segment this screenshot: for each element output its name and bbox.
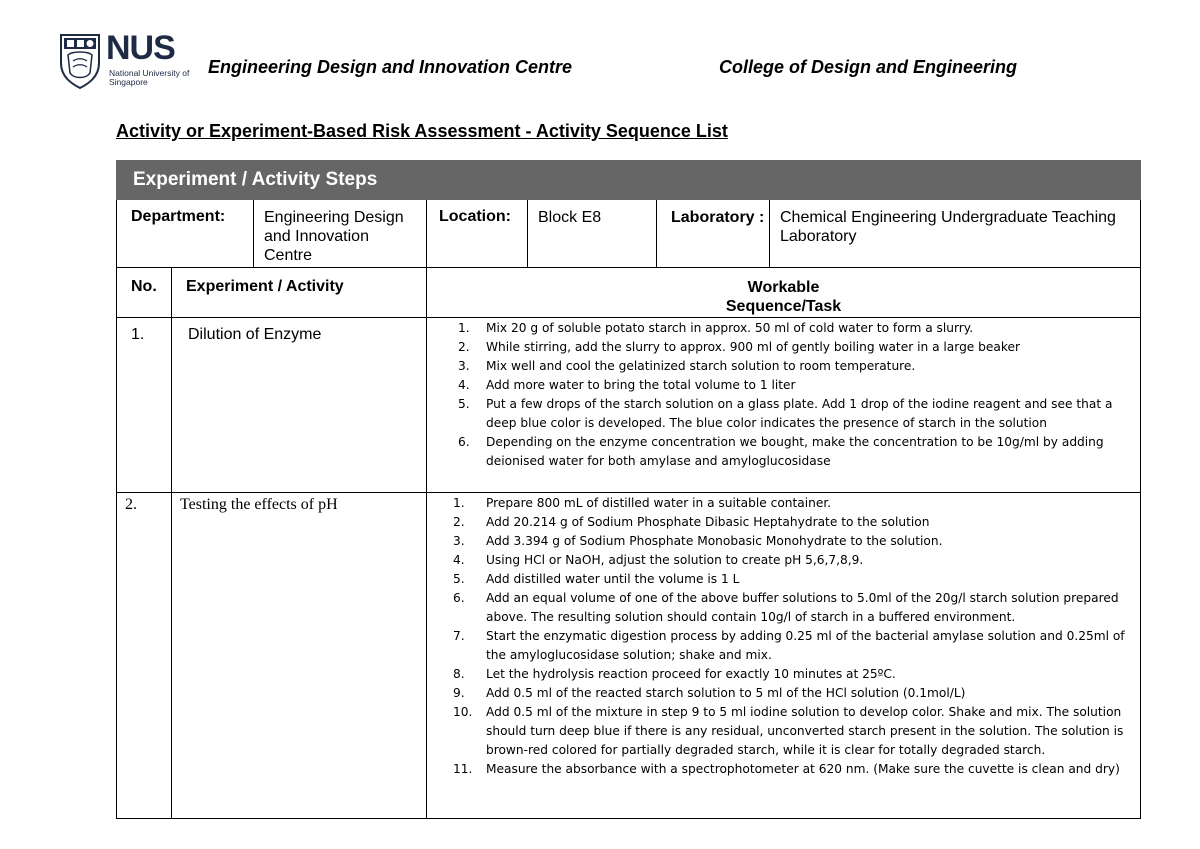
nus-logo — [58, 29, 198, 93]
list-item: 5. Put a few drops of the starch solution on a glass plate. Add 1 drop of the iodine reagent and see that a deep blue color is developed. The blue color indicates the presence of starch in the solution — [458, 397, 1113, 430]
department-value: Engineering Design and Innovation Centre — [254, 200, 427, 268]
column-header-activity: Experiment / Activity — [172, 268, 427, 318]
laboratory-value: Chemical Engineering Undergraduate Teaching Laboratory — [770, 200, 1141, 268]
step-list — [427, 318, 1140, 471]
document-title: Activity or Experiment-Based Risk Assessment - Activity Sequence List — [116, 121, 728, 141]
logo-subtitle: National University of Singapore — [109, 68, 190, 87]
list-item: 2. While stirring, add the slurry to approx. 900 ml of gently boiling water in a large beaker — [458, 340, 1021, 354]
list-item: 4. Using HCl or NaOH, adjust the solution to create pH 5,6,7,8,9. — [453, 553, 864, 567]
laboratory-label: Laboratory : — [657, 200, 770, 268]
activity-sequence-table — [116, 160, 1141, 819]
row-steps — [427, 318, 1141, 493]
list-item: 1. Mix 20 g of soluble potato starch in approx. 50 ml of cold water to form a slurry. — [458, 321, 974, 335]
list-item: 6. Add an equal volume of one of the above buffer solutions to 5.0ml of the 20g/l starch solution prepared above. The resulting solution should contain 10g/l of starch in a buffered environment. — [453, 591, 1119, 624]
list-item: 8. Let the hydrolysis reaction proceed for exactly 10 minutes at 25ºC. — [453, 667, 896, 681]
column-header-workable-line2: Sequence/Task — [725, 298, 842, 315]
table-row — [117, 318, 1141, 493]
row-steps — [427, 493, 1141, 819]
location-label: Location: — [427, 200, 528, 268]
nus-crest-icon — [58, 33, 102, 89]
list-item: 4. Add more water to bring the total volume to 1 liter — [458, 378, 796, 392]
location-value: Block E8 — [528, 200, 657, 268]
list-item: 3. Add 3.394 g of Sodium Phosphate Monobasic Monohydrate to the solution. — [453, 534, 943, 548]
step-list — [427, 493, 1140, 779]
column-header-workable-line1: Workable — [747, 279, 820, 296]
list-item: 6. Depending on the enzyme concentration we bought, make the concentration to be 10g/ml by adding deionised water for both amylase and amyloglucosidase — [458, 435, 1104, 468]
logo-wordmark: NUS — [106, 29, 175, 67]
column-header-workable — [427, 268, 1141, 318]
list-item: 7. Start the enzymatic digestion process by adding 0.25 ml of the bacterial amylase solution and 0.25ml of the amyloglucosidase solution; shake and mix. — [453, 629, 1125, 662]
centre-name: Engineering Design and Innovation Centre — [208, 57, 573, 77]
row-number: 2. — [117, 493, 172, 819]
table-row — [117, 493, 1141, 819]
row-activity: Testing the effects of pH — [172, 493, 427, 819]
list-item: 3. Mix well and cool the gelatinized starch solution to room temperature. — [458, 359, 916, 373]
column-header-no: No. — [117, 268, 172, 318]
row-activity: Dilution of Enzyme — [172, 318, 427, 493]
department-label: Department: — [117, 200, 254, 268]
college-name: College of Design and Engineering — [719, 57, 1018, 77]
section-header: Experiment / Activity Steps — [117, 161, 1141, 200]
list-item: 2. Add 20.214 g of Sodium Phosphate Dibasic Heptahydrate to the solution — [453, 515, 930, 529]
list-item: 10. Add 0.5 ml of the mixture in step 9 to 5 ml iodine solution to develop color. Shake and mix. The solution should turn deep blue if there is any residual, unconverted starch present in the solution. The solution is brown-red colored for partially degraded starch, while it is clear for totally degraded starch. — [453, 705, 1124, 757]
list-item: 5. Add distilled water until the volume is 1 L — [453, 572, 740, 586]
list-item: 11. Measure the absorbance with a spectrophotometer at 620 nm. (Make sure the cuvette is clean and dry) — [453, 762, 1120, 776]
row-number: 1. — [117, 318, 172, 493]
list-item: 9. Add 0.5 ml of the reacted starch solution to 5 ml of the HCl solution (0.1mol/L) — [453, 686, 966, 700]
list-item: 1. Prepare 800 mL of distilled water in a suitable container. — [453, 496, 832, 510]
